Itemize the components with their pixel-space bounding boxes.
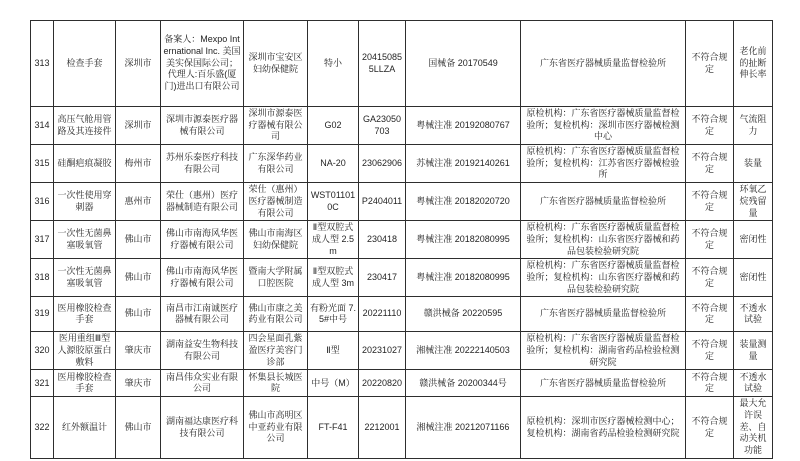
cell-spec: FT-F41 <box>308 397 359 458</box>
cell-spec: Ⅱ型 <box>308 332 359 370</box>
cell-inspection_agency: 原检机构：广东省医疗器械质量监督检验所；复检机构：山东省医疗器械和药品包装检验研究院 <box>521 221 686 259</box>
cell-batch: 20220820 <box>359 370 406 397</box>
cell-city: 深圳市 <box>116 107 161 145</box>
cell-num: 318 <box>31 259 54 297</box>
cell-product: 一次性无菌鼻塞吸氧管 <box>54 221 116 259</box>
cell-num: 320 <box>31 332 54 370</box>
cell-nonconforming_item: 老化前的扯断伸长率 <box>734 21 773 107</box>
cell-product: 检查手套 <box>54 21 116 107</box>
cell-spec: Ⅱ型双腔式成人型 3m <box>308 259 359 297</box>
cell-nonconforming_item: 环氧乙烷残留量 <box>734 183 773 221</box>
cell-sampled_unit: 广东深华药业有限公司 <box>244 145 308 183</box>
cell-nonconforming_item: 不透水试验 <box>734 297 773 332</box>
cell-product: 一次性使用穿刺器 <box>54 183 116 221</box>
table-row <box>31 370 773 397</box>
cell-city: 惠州市 <box>116 183 161 221</box>
cell-registration: 湘械注准 20222140503 <box>406 332 521 370</box>
table-row <box>31 21 773 107</box>
cell-num: 319 <box>31 297 54 332</box>
cell-spec: 中号（M） <box>308 370 359 397</box>
cell-city: 佛山市 <box>116 297 161 332</box>
cell-nonconforming_item: 不透水试验 <box>734 370 773 397</box>
cell-inspection_agency: 原检机构：广东省医疗器械质量监督检验所；复检机构：深圳市医疗器械检测中心 <box>521 107 686 145</box>
cell-nonconforming_item: 气流阻力 <box>734 107 773 145</box>
cell-registration: 粤械注准 20192080767 <box>406 107 521 145</box>
cell-manufacturer: 备案人：Mexpo International Inc. 美国美实保国际公司；代理人:百乐盛(厦门)进出口有限公司 <box>161 21 244 107</box>
cell-batch: 230418 <box>359 221 406 259</box>
cell-sampled_unit: 荣仕（惠州）医疗器械制造有限公司 <box>244 183 308 221</box>
cell-conclusion: 不符合规定 <box>686 332 734 370</box>
table-row <box>31 297 773 332</box>
table-row <box>31 259 773 297</box>
cell-manufacturer: 南昌伟众实业有限公司 <box>161 370 244 397</box>
cell-conclusion: 不符合规定 <box>686 370 734 397</box>
cell-city: 佛山市 <box>116 259 161 297</box>
cell-nonconforming_item: 装量测量 <box>734 332 773 370</box>
cell-manufacturer: 荣仕（惠州）医疗器械制造有限公司 <box>161 183 244 221</box>
cell-conclusion: 不符合规定 <box>686 259 734 297</box>
cell-product: 医用重组Ⅲ型人源胶原蛋白敷料 <box>54 332 116 370</box>
cell-inspection_agency: 广东省医疗器械质量监督检验所 <box>521 370 686 397</box>
cell-inspection_agency: 原检机构：广东省医疗器械质量监督检验所；复检机构：湖南省药品检验检测研究院 <box>521 332 686 370</box>
table-row <box>31 332 773 370</box>
cell-conclusion: 不符合规定 <box>686 397 734 458</box>
cell-sampled_unit: 佛山市高明区中亚药业有限公司 <box>244 397 308 458</box>
cell-batch: 230417 <box>359 259 406 297</box>
cell-sampled_unit: 四会星面孔紫盈医疗美容门诊部 <box>244 332 308 370</box>
cell-num: 314 <box>31 107 54 145</box>
cell-city: 深圳市 <box>116 21 161 107</box>
cell-sampled_unit: 怀集县长城医院 <box>244 370 308 397</box>
cell-city: 佛山市 <box>116 221 161 259</box>
cell-sampled_unit: 暨南大学附属口腔医院 <box>244 259 308 297</box>
cell-num: 322 <box>31 397 54 458</box>
cell-batch: 204150855LLZA <box>359 21 406 107</box>
cell-nonconforming_item: 装量 <box>734 145 773 183</box>
table-body <box>31 21 773 459</box>
cell-registration: 赣洪械备 20200344号 <box>406 370 521 397</box>
cell-sampled_unit: 深圳市宝安区妇幼保健院 <box>244 21 308 107</box>
table-row <box>31 221 773 259</box>
cell-batch: GA23050703 <box>359 107 406 145</box>
cell-conclusion: 不符合规定 <box>686 107 734 145</box>
cell-nonconforming_item: 最大允许误差、自动关机功能 <box>734 397 773 458</box>
cell-batch: 23062906 <box>359 145 406 183</box>
cell-product: 医用橡胶检查手套 <box>54 297 116 332</box>
cell-spec: NA-20 <box>308 145 359 183</box>
table-row <box>31 183 773 221</box>
cell-inspection_agency: 广东省医疗器械质量监督检验所 <box>521 21 686 107</box>
cell-product: 硅酮疤痕凝胶 <box>54 145 116 183</box>
cell-sampled_unit: 佛山市南海区妇幼保健院 <box>244 221 308 259</box>
cell-manufacturer: 湖南福达康医疗科技有限公司 <box>161 397 244 458</box>
cell-spec: Ⅱ型双腔式成人型 2.5m <box>308 221 359 259</box>
inspection-results-table <box>30 20 773 459</box>
cell-num: 313 <box>31 21 54 107</box>
cell-manufacturer: 深圳市源泰医疗器械有限公司 <box>161 107 244 145</box>
table-row <box>31 107 773 145</box>
cell-conclusion: 不符合规定 <box>686 21 734 107</box>
cell-product: 红外额温计 <box>54 397 116 458</box>
cell-conclusion: 不符合规定 <box>686 221 734 259</box>
cell-conclusion: 不符合规定 <box>686 297 734 332</box>
cell-city: 肇庆市 <box>116 370 161 397</box>
cell-product: 一次性无菌鼻塞吸氧管 <box>54 259 116 297</box>
cell-conclusion: 不符合规定 <box>686 145 734 183</box>
cell-inspection_agency: 广东省医疗器械质量监督检验所 <box>521 183 686 221</box>
cell-inspection_agency: 广东省医疗器械质量监督检验所 <box>521 297 686 332</box>
cell-city: 肇庆市 <box>116 332 161 370</box>
table-row <box>31 397 773 458</box>
cell-sampled_unit: 深圳市源泰医疗器械有限公司 <box>244 107 308 145</box>
cell-spec: WST011010C <box>308 183 359 221</box>
cell-batch: 2212001 <box>359 397 406 458</box>
cell-manufacturer: 苏州乐泰医疗科技有限公司 <box>161 145 244 183</box>
cell-nonconforming_item: 密闭性 <box>734 221 773 259</box>
cell-batch: P2404011 <box>359 183 406 221</box>
cell-registration: 苏械注准 20192140261 <box>406 145 521 183</box>
cell-product: 医用橡胶检查手套 <box>54 370 116 397</box>
table-row <box>31 145 773 183</box>
cell-inspection_agency: 原检机构：广东省医疗器械质量监督检验所；复检机构：江苏省医疗器械检验所 <box>521 145 686 183</box>
cell-nonconforming_item: 密闭性 <box>734 259 773 297</box>
cell-registration: 粤械注准 20182020720 <box>406 183 521 221</box>
cell-batch: 20231027 <box>359 332 406 370</box>
cell-num: 315 <box>31 145 54 183</box>
cell-inspection_agency: 原检机构：深圳市医疗器械检测中心；复检机构：湖南省药品检验检测研究院 <box>521 397 686 458</box>
cell-registration: 赣洪械备 20220595 <box>406 297 521 332</box>
cell-manufacturer: 湖南益安生物科技有限公司 <box>161 332 244 370</box>
cell-num: 317 <box>31 221 54 259</box>
cell-num: 321 <box>31 370 54 397</box>
cell-spec: 特小 <box>308 21 359 107</box>
cell-num: 316 <box>31 183 54 221</box>
cell-manufacturer: 南昌市江南诚医疗器械有限公司 <box>161 297 244 332</box>
cell-registration: 粤械注准 20182080995 <box>406 259 521 297</box>
cell-city: 梅州市 <box>116 145 161 183</box>
cell-inspection_agency: 原检机构：广东省医疗器械质量监督检验所；复检机构：山东省医疗器械和药品包装检验研究院 <box>521 259 686 297</box>
cell-city: 佛山市 <box>116 397 161 458</box>
cell-registration: 粤械注准 20182080995 <box>406 221 521 259</box>
cell-product: 高压气舱用管路及其连接件 <box>54 107 116 145</box>
cell-conclusion: 不符合规定 <box>686 183 734 221</box>
cell-manufacturer: 佛山市南海风华医疗器械有限公司 <box>161 259 244 297</box>
cell-registration: 国械备 20170549 <box>406 21 521 107</box>
cell-manufacturer: 佛山市南海风华医疗器械有限公司 <box>161 221 244 259</box>
cell-spec: G02 <box>308 107 359 145</box>
cell-batch: 20221110 <box>359 297 406 332</box>
cell-registration: 湘械注准 20212071166 <box>406 397 521 458</box>
cell-spec: 有粉光面 7.5#中号 <box>308 297 359 332</box>
cell-sampled_unit: 佛山市康之美药业有限公司 <box>244 297 308 332</box>
